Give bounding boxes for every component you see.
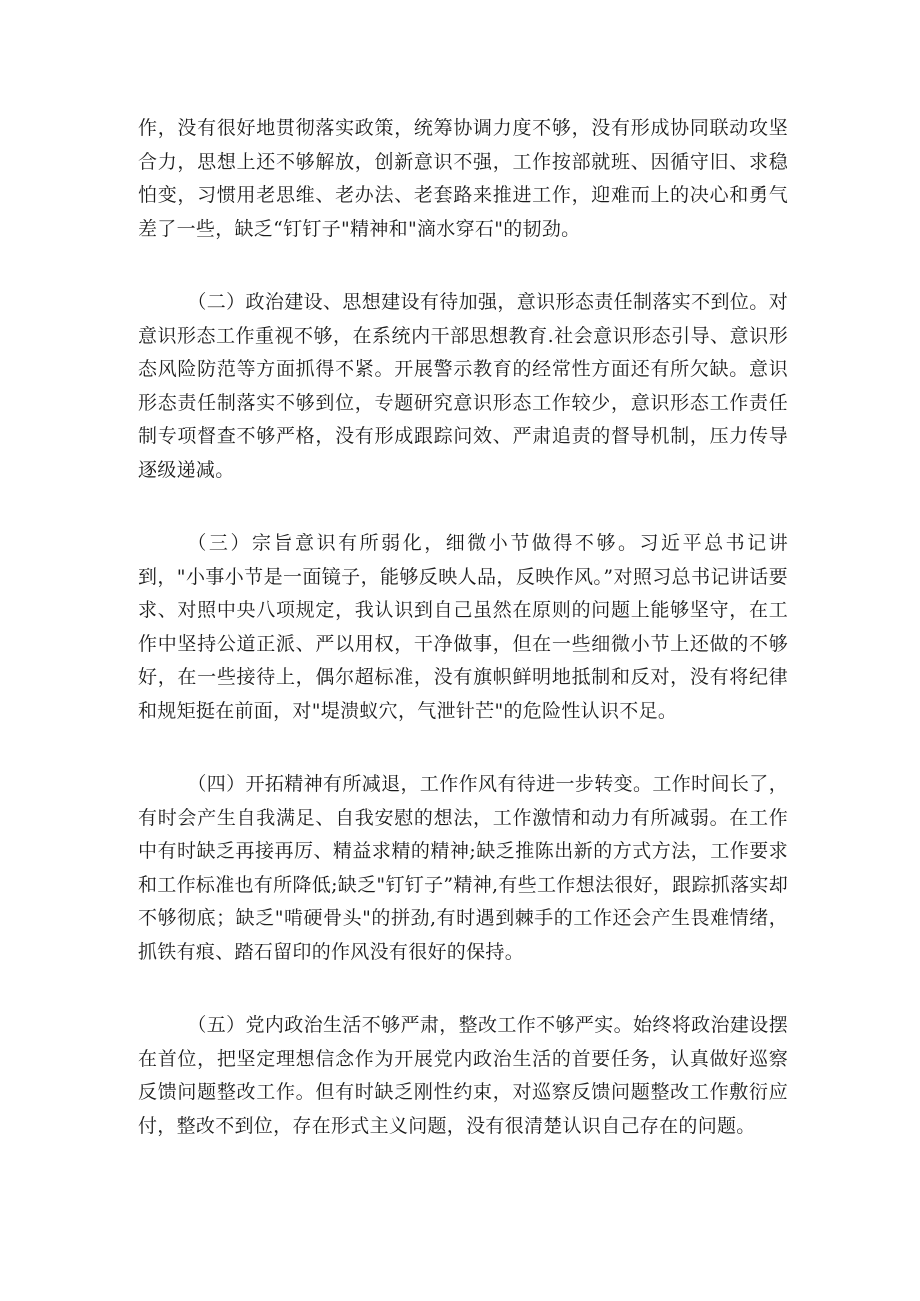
- paragraph-section-5: （五）党内政治生活不够严肃，整改工作不够严实。始终将政治建设摆在首位，把坚定理想信念作为开展党内政治生活的首要任务，认真做好巡察反馈问题整改工作。但有时缺乏刚性约束，对巡察反馈问题整改工作敷衍应付，整改不到位，存在形式主义问题，没有很清楚认识自己存在的问题。: [138, 1014, 788, 1137]
- document-body: [138, 112, 788, 1183]
- paragraph-continuation: 作，没有很好地贯彻落实政策，统筹协调力度不够，没有形成协同联动攻坚合力，思想上还不够解放，创新意识不强，工作按部就班、因循守旧、求稳怕变，习惯用老思维、老办法、老套路来推进工作，迎难而上的决心和勇气差了一些，缺乏“钉钉子"精神和"滴水穿石"的韧劲。: [138, 117, 788, 240]
- paragraph-section-2: （二）政治建设、思想建设有待加强，意识形态责任制落实不到位。对意识形态工作重视不够，在系统内干部思想教育.社会意识形态引导、意识形态风险防范等方面抓得不紧。开展警示教育的经常性方面还有所欠缺。意识形态责任制落实不够到位，专题研究意识形态工作较少，意识形态工作责任制专项督查不够严格，没有形成跟踪问效、严肃追责的督导机制，压力传导逐级递减。: [138, 291, 788, 481]
- paragraph-section-4: （四）开拓精神有所减退，工作作风有待进一步转变。工作时间长了，有时会产生自我满足、自我安慰的想法，工作激情和动力有所减弱。在工作中有时缺乏再接再厉、精益求精的精神;缺乏推陈出新的方式方法，工作要求和工作标准也有所降低;缺乏"钉钉子”精神,有些工作想法很好，跟踪抓落实却不够彻底；缺乏"啃硬骨头"的拼劲,有时遇到棘手的工作还会产生畏难情绪，抓铁有痕、踏石留印的作风没有很好的保持。: [138, 773, 788, 963]
- paragraph-section-3: （三）宗旨意识有所弱化，细微小节做得不够。习近平总书记讲到，"小事小节是一面镜子，能够反映人品，反映作风。”对照习总书记讲话要求、对照中央八项规定，我认识到自己虽然在原则的问题上能够坚守，在工作中坚持公道正派、严以用权，干净做事，但在一些细微小节上还做的不够好，在一些接待上，偶尔超标准，没有旗帜鲜明地抵制和反对，没有将纪律和规矩挺在前面，对"堤溃蚁穴，气泄针芒"的危险性认识不足。: [138, 532, 788, 722]
